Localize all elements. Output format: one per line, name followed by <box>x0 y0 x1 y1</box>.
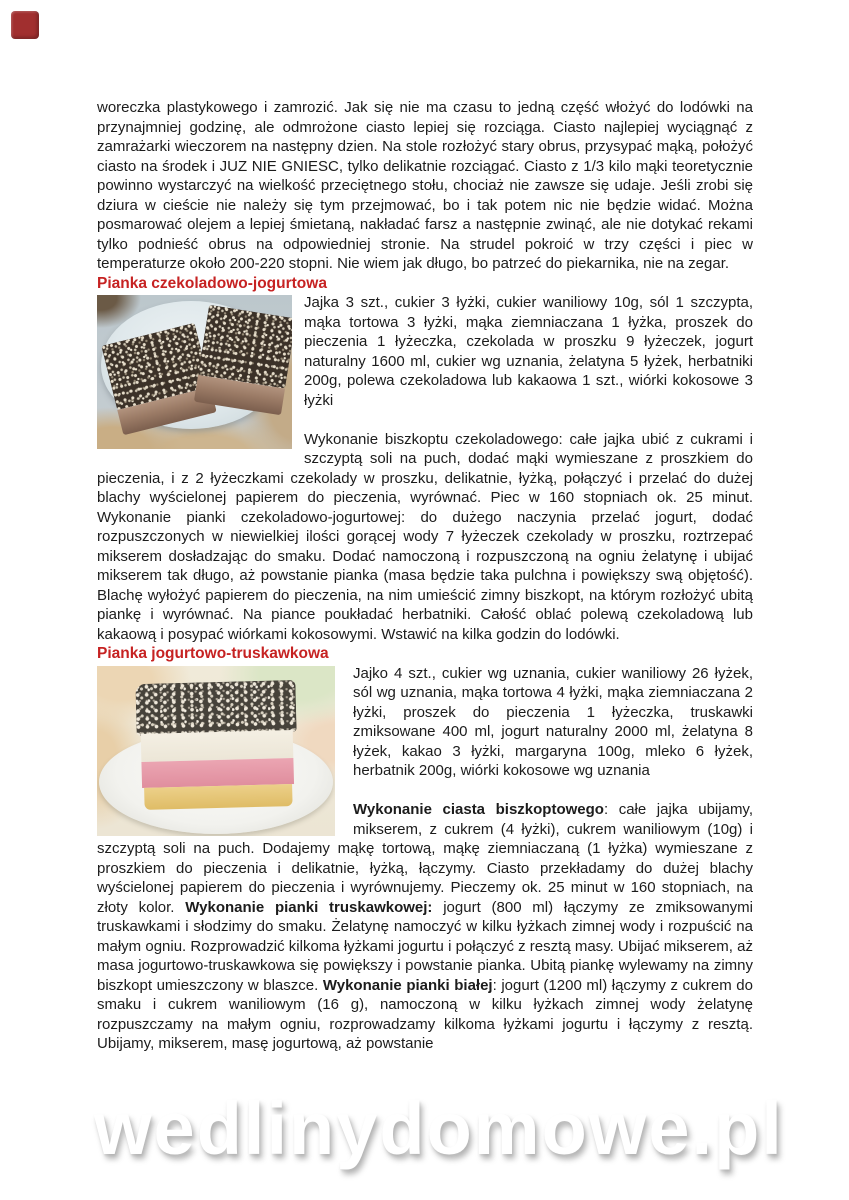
intro-paragraph: woreczka plastykowego i zamrozić. Jak się nie ma czasu to jedną część włożyć do lodówki na przynajmniej godzinę, ale odmrożone ciasto lepiej się rozciąga. Ciasto najlepiej wyciągnąć z zamrażarki wieczorem na następny dzien. Na stole rozłożyć stary obrus, przysypać mąką, położyć ciasto na środek i JUZ NIE GNIESC, tylko delikatnie rozciągać. Ciasto z 1/3 kilo mąki teoretycznie powinno wystarczyć na wielkość przeciętnego stołu, chociaż nie zawsze się udaje. Jeśli zrobi się dziura w cieście nie należy się tym przejmować, bo i tak potem nic nie będzie widać. Można posmarować olejem a lepiej śmietaną, nakładać farsz a następnie zwinąć, ale nie dotykać rekami tylko podnieść obrus na odpowiedniej stronie. Na strudel pokroić w trzy części i piec w temperaturze około 200-220 stopni. Nie wiem jak długo, bo patrzeć do piekarnika, nie na zegar. <box>97 99 753 272</box>
cake-slice <box>139 680 294 810</box>
cake-strawberry-layer <box>141 758 294 788</box>
corner-marker <box>11 11 39 39</box>
recipe-instructions: Wykonanie biszkoptu czekoladowego: całe jajka ubić z cukrami i szczyptą soli na puch, dodać mąki wymieszane z proszkiem do pieczenia, i z 2 łyżeczkami czekolady w proszku, delikatnie, łyżką, połączyć i przelać do dużej blachy wyścielonej papierem do pieczenia, wyrównać. Piec w 160 stopniach ok. 25 minut. Wykonanie pianki czekoladowo-jogurtowej: do dużego naczynia przelać jogurt, dodać rozpuszczonych w niewielkiej ilości gorącej wody 7 łyżeczek czekolady w proszku, roztrzepać mikserem dosładzając do smaku. Dodać namoczoną i rozpuszczoną na ogniu żelatynę i ubijać mikserem tak długo, aż powstanie pianka (masa będzie taka pulchna i powiększy swą objętość). Blachę wyłożyć papierem do pieczenia, na nim umieścić zimny biszkopt, na którym rozłożyć ubitą piankę i wyrównać. Na piance poukładać herbatniki. Całość oblać polewą czekoladową lub kakaową i posypać wiórkami kokosowymi. Wstawić na kilka godzin do lodówki. <box>97 430 753 643</box>
site-watermark: wedlinydomowe.pl <box>94 1087 784 1170</box>
recipe-ingredients: Jajka 3 szt., cukier 3 łyżki, cukier waniliowy 10g, sól 1 szczypta, mąka tortowa 3 łyżki, mąka ziemniaczana 1 łyżka, proszek do pieczenia 1 łyżeczka, czekolada w proszku 9 łyżeczek, jogurt naturalny 1600 ml, cukier wg uznania, żelatyna 5 łyżek, herbatniki 200g, polewa czekoladowa lub kakaowa 1 szt., wiórki kokosowe 3 łyżki <box>304 294 753 409</box>
cake-speckled-top <box>198 305 292 388</box>
cake-piece-right <box>194 305 292 416</box>
recipe-photo-chocolate-cake <box>97 295 292 449</box>
cake-white-layer <box>141 730 294 762</box>
page-content <box>97 98 753 1054</box>
recipe-section-yogurt-strawberry <box>97 664 753 1054</box>
recipe-section-chocolate-yogurt <box>97 293 753 644</box>
recipe-photo-strawberry-cake <box>97 666 335 836</box>
cake-sponge-layer <box>144 784 293 810</box>
cake-speckled-top <box>135 679 296 735</box>
recipe-title-chocolate-yogurt: Pianka czekoladowo-jogurtowa <box>97 274 327 292</box>
recipe-ingredients: Jajko 4 szt., cukier wg uznania, cukier waniliowy 26 łyżek, sól wg uznania, mąka tortowa 4 łyżki, mąka ziemniaczana 2 łyżki, proszek do pieczenia 1 łyżeczka, truskawki zmiksowane 400 ml, jogurt naturalny 2000 ml, żelatyna 8 łyżek, kakao 3 łyżki, margaryna 100g, mleko 6 łyżek, herbatnik 200g, wiórki kokosowe wg uznania <box>353 664 753 779</box>
recipe-title-yogurt-strawberry: Pianka jogurtowo-truskawkowa <box>97 645 329 662</box>
recipe-instructions: Wykonanie ciasta biszkoptowego: całe jajka ubijamy, mikserem, z cukrem (4 łyżki), cukrem waniliowym (10g) i szczyptą soli na puch. Dodajemy mąkę tortową, mąkę ziemniaczaną (1 łyżka) wymieszane z proszkiem do pieczenia i delikatnie, łyżką, łączymy. Ciasto przekładamy do dużej blachy wyścielonej papierem do pieczenia i wyrównujemy. Pieczemy ok. 25 minut w 160 stopniach, na złoty kolor. Wykonanie pianki truskawkowej: jogurt (800 ml) łączymy ze zmiksowanymi truskawkami i słodzimy do smaku. Żelatynę namoczyć w kilku łyżkach zimnej wody i rozpuścić na małym ogniu. Rozprowadzić kilkoma łyżkami jogurtu i połączyć z resztą masy. Ubijać mikserem, aż masa jogurtowo-truskawkowa się powiększy i powstanie pianka. Ubitą piankę wylewamy na zimny biszkopt umieszczony w blaszce. Wykonanie pianki białej: jogurt (1200 ml) łączymy z cukrem do smaku i cukrem waniliowym (16 g), namoczoną w kilku łyżkach zimnej wody żelatynę rozpuszczamy na małym ogniu, rozprowadzamy kilkoma łyżkami jogurtu i łączymy z resztą. Ubijamy, mikserem, masę jogurtową, aż powstanie <box>97 801 753 1052</box>
